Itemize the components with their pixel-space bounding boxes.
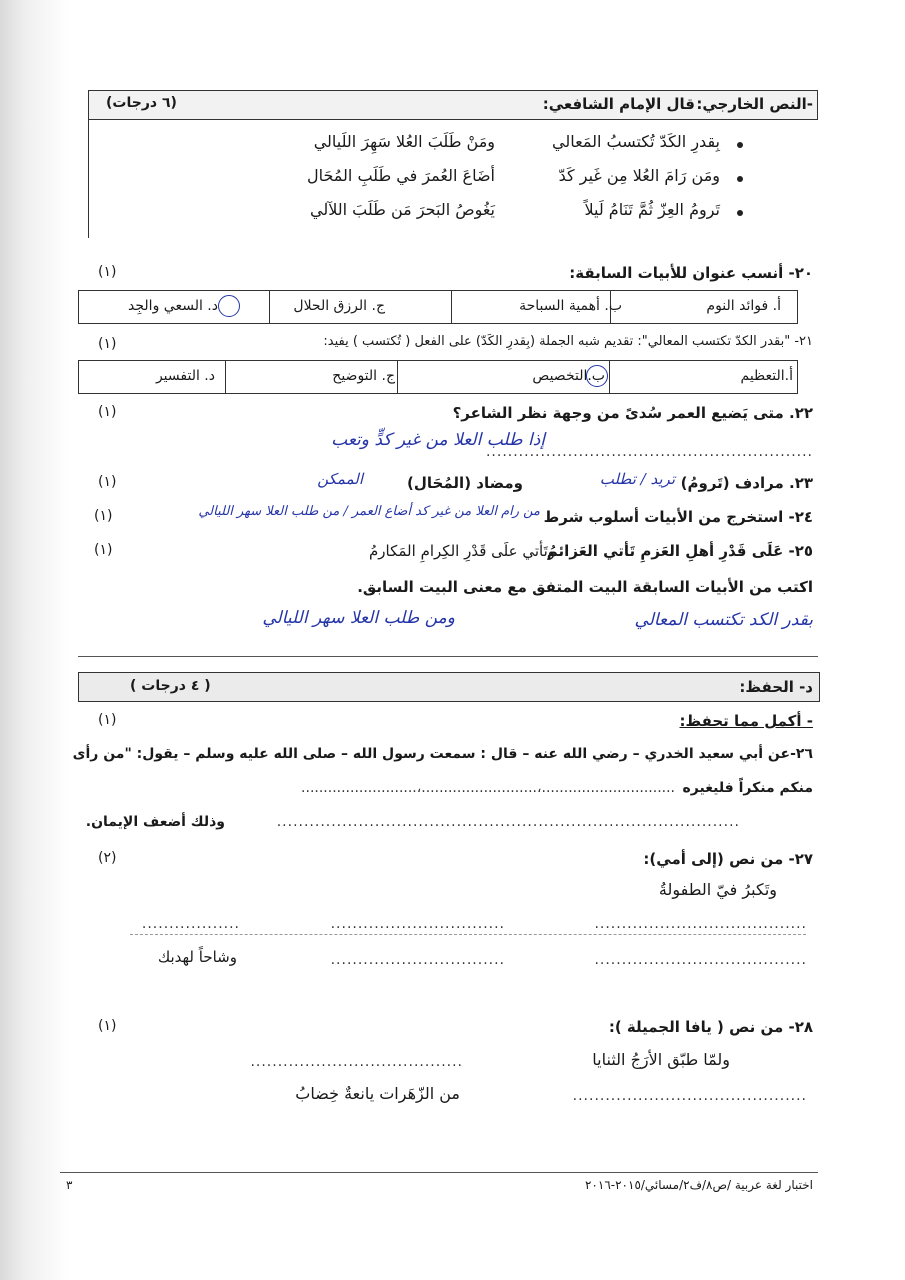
q26-blank-1[interactable]: ..............................،..........................،.......................... [301,780,675,796]
bullet-1 [737,142,743,148]
q21-marks: (١) [98,336,117,352]
q21-option-b[interactable]: ب.التخصيص [532,368,605,384]
page-number: ٣ [66,1178,73,1192]
section-title: -النص الخارجي: [696,95,813,113]
verse-2-first: ومَن رَامَ العُلا مِن غَير كَدّ [558,166,720,185]
section-d-marks: ( ٤ درجات ) [130,678,211,694]
bullet-3 [737,210,743,216]
q25-marks: (١) [94,542,113,558]
q21-option-d[interactable]: د. التفسير [155,368,215,384]
q23-text-mid: ومضاد (المُحَال) [407,474,523,492]
divider [78,656,818,657]
q23-text-start: ٢٣. مرادف (تَرومُ) [680,474,813,492]
q28-line2: من الزّهَرات يانعةٌ خِضابُ [295,1084,460,1103]
q25-answer-first[interactable]: بقدر الكد تكتسب المعالي [634,610,813,630]
q20-answer-circle [218,295,240,317]
q21-option-c[interactable]: ج. التوضيح [332,368,395,384]
q20-option-c[interactable]: ج. الرزق الحلال [293,298,385,314]
section-d-sub-marks: (١) [98,712,117,728]
verse-2-second: أضَاعَ العُمرَ في طَلَبِ المُحَال [306,166,495,185]
q24-text: ٢٤- استخرج من الأبيات أسلوب شرط [543,508,813,526]
q26-line3-end: وذلك أضعف الإيمان. [85,814,225,830]
q27-line1: وتَكبرُ فيّ الطفولةُ [658,880,777,899]
section-intro: قال الإمام الشافعي: [542,95,695,113]
q25-text-second: وتَأتي علَى قَدْرِ الكِرامِ المَكارمُ [369,542,555,560]
q28-line1: ولمّا طبّق الأرَجُ الثنايا [592,1050,730,1069]
q27-blank-4[interactable]: ....................................... [594,952,807,968]
q26-line1: ٢٦-عن أبي سعيد الخدري – رضي الله عنه – قال : سمعت رسول الله – صلى الله عليه وسلم – يقول: "من رأى [72,746,813,762]
q21-option-a[interactable]: أ.التعظيم [740,368,793,384]
q27-blank-1[interactable]: ....................................... [594,916,807,932]
q22-handwritten-answer[interactable]: إذا طلب العلا من غير كدٍّ وتعب [331,430,545,450]
side-border [88,118,89,238]
verse-1-first: بِقدرِ الكَدّ تُكتسبُ المَعالي [552,132,720,151]
q22-dots: ............................................................ [485,444,813,460]
q24-marks: (١) [94,508,113,524]
section-marks: (٦ درجات) [106,95,177,111]
q25-instruction: اكتب من الأبيات السابقة البيت المتفق مع معنى البيت السابق. [357,578,813,596]
q20-option-b[interactable]: ب. أهمية السباحة [519,298,622,314]
scan-edge-shadow [0,0,73,1280]
q27-text: ٢٧- من نص (إلى أمي): [643,850,813,868]
section-d-title: د- الحفظ: [739,678,813,696]
section-d-subtitle: - أكمل مما تحفظ: [679,712,813,730]
q27-line2: وشاحاً لهدبك [157,948,237,966]
q28-blank-1[interactable]: ....................................... [250,1054,463,1070]
footer-divider [60,1172,818,1173]
bullet-2 [737,176,743,182]
q20-option-a[interactable]: أ. فوائد النوم [706,298,781,314]
verse-3-second: يَغُوصُ البَحرَ مَن طَلَبَ اللآلي [310,200,495,219]
q20-option-d[interactable]: د. السعي والجِد [128,298,218,314]
verse-1-second: ومَنْ طَلَبَ العُلا سَهِرَ اللَيالي [313,132,495,151]
q23-synonym-answer[interactable]: تريد / تطلب [599,470,675,488]
q24-handwritten-answer[interactable]: من رام العلا من غير كد أضاع العمر / من طلب العلا سهر الليالي [198,504,540,519]
q25-answer-second[interactable]: ومن طلب العلا سهر الليالي [262,608,455,628]
q20-text: ٢٠- أنسب عنوان للأبيات السابقة: [569,264,813,282]
q27-blank-2[interactable]: ................................ [330,916,505,932]
q27-marks: (٢) [98,850,117,866]
q23-marks: (١) [98,474,117,490]
q27-line-guide [130,934,806,935]
q28-marks: (١) [98,1018,117,1034]
q23-antonym-answer[interactable]: الممكن [317,470,363,488]
q27-blank-5[interactable]: ................................ [330,952,505,968]
q21-answer-circle [586,365,608,387]
footer-text: اختبار لغة عربية /ص٨/ف٢/مسائي/٢٠١٥-٢٠١٦ [584,1178,813,1192]
q26-blank-2[interactable]: ..................................................................................... [276,814,740,830]
q20-marks: (١) [98,264,117,280]
q26-line2: منكم منكراً فليغيره [682,780,813,796]
q21-text: ٢١- "بقدر الكدّ تكتسب المعالي": تقديم شبه الجملة (بِقدرِ الكَدّ) على الفعل ( تُكتسب ) يفيد: [323,334,813,349]
verse-3-first: تَرومُ العِزّ ثُمَّ تَنَامُ لَيلاً [584,200,720,219]
q22-marks: (١) [98,404,117,420]
q27-blank-3[interactable]: .................. [141,916,240,932]
q22-text: ٢٢. متى يَضيع العمر سُدىً من وجهة نظر الشاعر؟ [452,404,813,422]
q28-text: ٢٨- من نص ( يافا الجميلة ): [608,1018,813,1036]
q25-text: ٢٥- عَلَى قَدْرِ أهلِ العَزمِ تَأتي العَزائمُ [546,542,813,560]
q28-blank-2[interactable]: ........................................... [572,1088,807,1104]
